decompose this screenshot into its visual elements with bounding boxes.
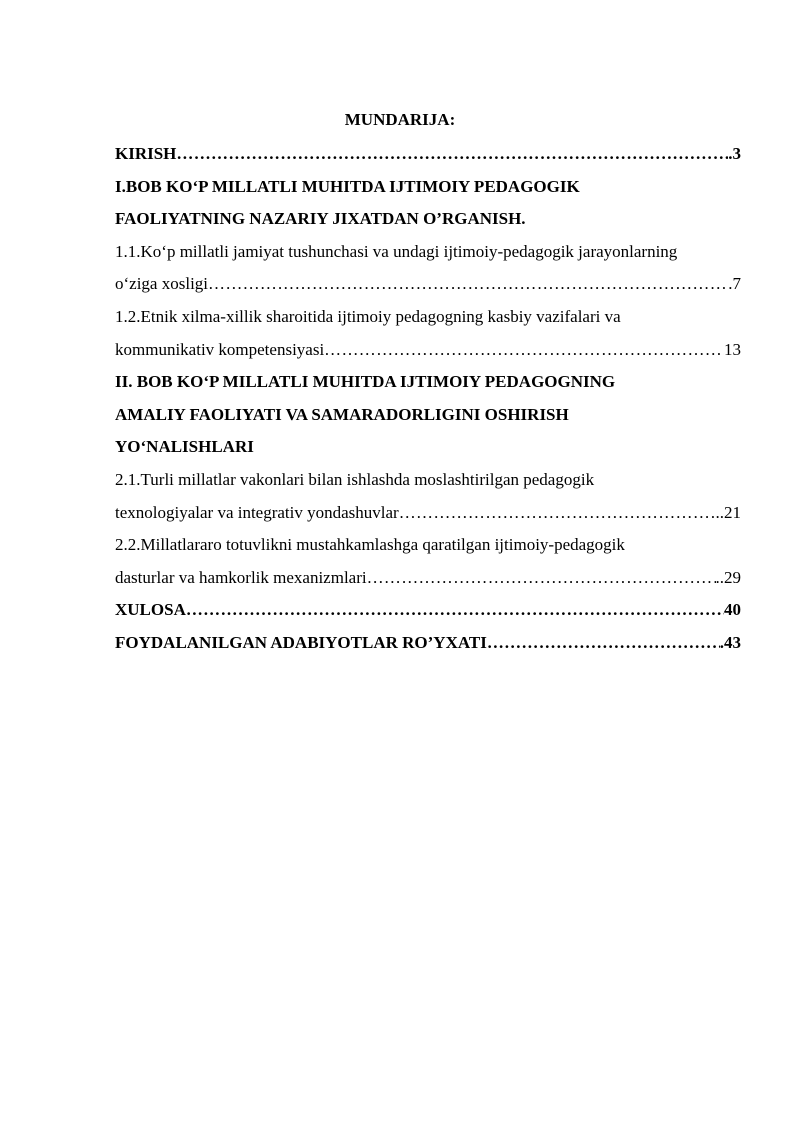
toc-entry-kirish bbox=[115, 138, 741, 171]
toc-entry-adabiyotlar bbox=[115, 627, 741, 660]
toc-entry-label: KIRISH bbox=[115, 144, 177, 163]
toc-section-2-1-line-2 bbox=[115, 497, 741, 530]
toc-leader-dots bbox=[487, 627, 720, 660]
toc-section-1-2-line-1: 1.2.Etnik xilma-xillik sharoitida ijtimoiy pedagogning kasbiy vazifalari va bbox=[115, 306, 621, 326]
toc-page-number: .43 bbox=[719, 632, 741, 652]
toc-chapter-1-line-2: FAOLIYATNING NAZARIY JIXATDAN O’RGANISH. bbox=[115, 209, 526, 229]
toc-page-number: 40 bbox=[724, 600, 741, 620]
toc-entry-xulosa bbox=[115, 594, 741, 627]
toc-section-2-2-line-1: 2.2.Millatlararo totuvlikni mustahkamlashga qaratilgan ijtimoiy-pedagogik bbox=[115, 535, 625, 555]
toc-page-number: ..21 bbox=[715, 502, 741, 522]
toc-leader-dots bbox=[176, 138, 728, 171]
toc-leader-dots bbox=[367, 562, 716, 595]
toc-section-1-1-line-2 bbox=[115, 268, 741, 301]
toc-entry-label: FOYDALANILGAN ADABIYOTLAR RO’YXATI bbox=[115, 632, 487, 652]
toc-section-1-1-line-1: 1.1.Ko‘p millatli jamiyat tushunchasi va undagi ijtimoiy-pedagogik jarayonlarning bbox=[115, 241, 678, 261]
toc-section-2-2-line-2 bbox=[115, 562, 741, 595]
toc-leader-dots bbox=[208, 268, 728, 301]
toc-leader-dots bbox=[324, 334, 724, 367]
toc-leader-dots bbox=[399, 497, 716, 530]
toc-chapter-2-line-3: YO‘NALISHLARI bbox=[115, 437, 254, 457]
toc-page-number: .7 bbox=[728, 274, 741, 294]
toc-entry-label: kommunikativ kompetensiyasi bbox=[115, 339, 325, 359]
toc-entry-label: texnologiyalar va integrativ yondashuvlar bbox=[115, 502, 399, 522]
toc-chapter-1-line-1: I.BOB KO‘P MILLATLI MUHITDA IJTIMOIY PEDAGOGIK bbox=[115, 176, 580, 196]
toc-section-1-2-line-2 bbox=[115, 334, 741, 367]
toc-entry-label: dasturlar va hamkorlik mexanizmlari bbox=[115, 567, 367, 587]
toc-leader-dots bbox=[186, 594, 724, 627]
toc-chapter-2-line-2: AMALIY FAOLIYATI VA SAMARADORLIGINI OSHIRISH bbox=[115, 404, 569, 424]
toc-page-number: 13 bbox=[724, 339, 741, 359]
toc-entry-label: XULOSA bbox=[115, 600, 186, 620]
toc-page-number: .3 bbox=[728, 144, 741, 163]
page-title: MUNDARIJA: bbox=[344, 110, 456, 129]
toc-chapter-2-line-1: II. BOB KO‘P MILLATLI MUHITDA IJTIMOIY PEDAGOGNING bbox=[115, 372, 616, 392]
toc-page-number: ..29 bbox=[715, 567, 741, 587]
toc-entry-label: o‘ziga xosligi bbox=[115, 274, 209, 294]
toc-section-2-1-line-1: 2.1.Turli millatlar vakonlari bilan ishlashda moslashtirilgan pedagogik bbox=[115, 469, 595, 489]
table-of-contents bbox=[115, 138, 741, 660]
